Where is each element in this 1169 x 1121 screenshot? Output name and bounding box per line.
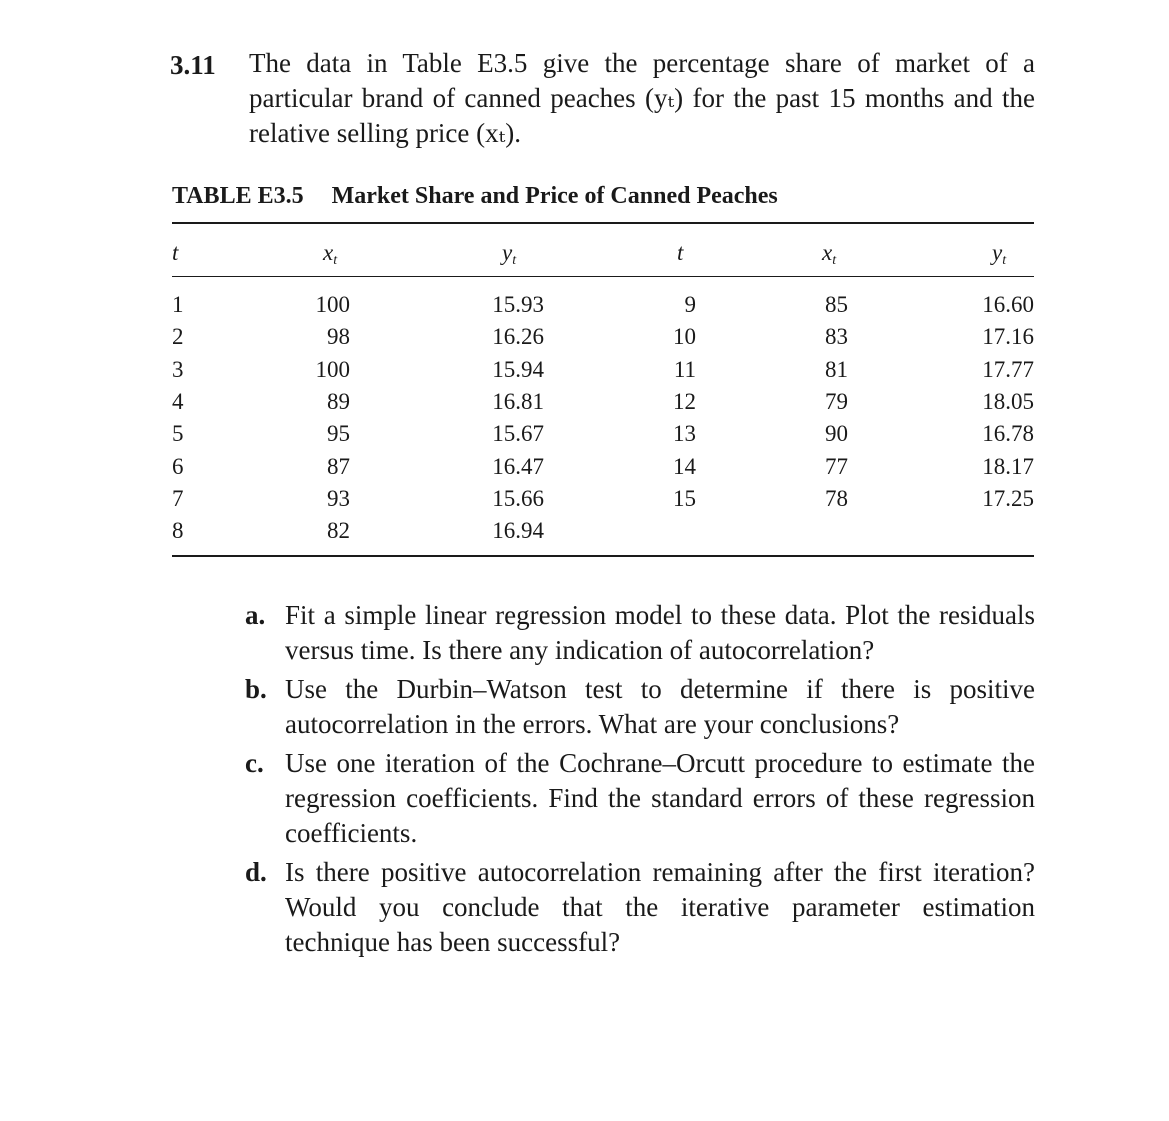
cell-t-right: 14 — [673, 453, 696, 479]
cell-x-right: 77 — [825, 453, 848, 479]
problem-number: 3.11 — [170, 50, 216, 80]
cell-y-right: 16.60 — [982, 292, 1034, 317]
cell-x-left: 87 — [327, 453, 350, 479]
cell-x-right: 83 — [825, 324, 848, 350]
question-label: b. — [245, 674, 267, 704]
cell-x-left: 100 — [315, 292, 350, 317]
header-y-left: $y_t$ — [502, 240, 517, 268]
cell-t-left: 8 — [172, 518, 184, 544]
cell-y-right: 16.78 — [982, 421, 1034, 447]
header-x-right: $x_t$ — [822, 240, 837, 268]
cell-t-left: 7 — [172, 485, 184, 511]
cell-t-left: 2 — [172, 324, 184, 350]
question-label: a. — [245, 600, 266, 630]
question-text: Use one iteration of the Cochrane–Orcutt procedure to estimate the regression coefficients. Find the standard errors of these regression coefficients. — [285, 748, 1035, 848]
cell-t-right: 9 — [684, 292, 696, 317]
question-d — [245, 855, 1035, 960]
cell-y-left: 16.47 — [492, 453, 544, 479]
header-t-left: t — [172, 240, 179, 265]
cell-x-right: 90 — [825, 421, 848, 447]
cell-x-left: 95 — [327, 421, 350, 447]
cell-t-right: 10 — [673, 324, 696, 350]
cell-y-right: 17.16 — [982, 324, 1034, 350]
question-b — [245, 672, 1035, 742]
table-bottom-rule — [172, 555, 1034, 557]
table-header-rule — [172, 276, 1034, 277]
question-text: Is there positive autocorrelation remaining after the first iteration? Would you conclude that the iterative parameter estimation technique has been successful? — [285, 857, 1035, 957]
cell-t-left: 1 — [172, 292, 184, 317]
header-x-left: $x_t$ — [323, 240, 338, 268]
cell-t-right: 15 — [673, 485, 696, 511]
cell-t-right: 13 — [673, 421, 696, 447]
cell-x-right: 81 — [825, 356, 848, 382]
question-list — [245, 598, 1035, 964]
cell-y-right: 18.05 — [982, 388, 1034, 414]
cell-t-left: 4 — [172, 388, 184, 414]
table-caption — [172, 183, 778, 210]
question-a — [245, 598, 1035, 668]
table-title: Market Share and Price of Canned Peaches — [331, 183, 778, 209]
table-top-rule — [172, 222, 1034, 224]
cell-t-right: 12 — [673, 388, 696, 414]
cell-y-left: 16.26 — [492, 324, 544, 350]
cell-y-left: 15.66 — [492, 485, 544, 511]
cell-t-left: 5 — [172, 421, 184, 447]
cell-y-right: 17.77 — [982, 356, 1034, 382]
table-label: TABLE E3.5 — [172, 183, 304, 209]
header-t-right: t — [677, 240, 684, 265]
cell-y-left: 15.67 — [492, 421, 544, 447]
problem-text: The data in Table E3.5 give the percentage share of market of a particular brand of canned peaches (yₜ) for the past 15 months and the relative selling price (xₜ). — [249, 48, 1035, 148]
header-y-right: $y_t$ — [992, 240, 1007, 268]
cell-y-left: 16.81 — [492, 388, 544, 414]
cell-x-right: 78 — [825, 485, 848, 511]
question-label: d. — [245, 857, 267, 887]
question-label: c. — [245, 748, 264, 778]
cell-t-right: 11 — [673, 356, 696, 382]
question-c — [245, 746, 1035, 851]
cell-t-left: 3 — [172, 356, 184, 382]
cell-t-left: 6 — [172, 453, 184, 479]
cell-x-left: 98 — [327, 324, 350, 350]
cell-x-right: 85 — [825, 292, 848, 317]
cell-y-right: 17.25 — [982, 485, 1034, 511]
question-text: Use the Durbin–Watson test to determine if there is positive autocorrelation in the errors. What are your conclusions? — [285, 674, 1035, 739]
cell-x-left: 82 — [327, 518, 350, 544]
cell-x-left: 100 — [315, 356, 350, 382]
cell-y-right: 18.17 — [982, 453, 1034, 479]
cell-y-left: 15.94 — [492, 356, 544, 382]
cell-x-left: 89 — [327, 388, 350, 414]
cell-x-right: 79 — [825, 388, 848, 414]
cell-y-left: 16.94 — [492, 518, 544, 544]
cell-x-left: 93 — [327, 485, 350, 511]
question-text: Fit a simple linear regression model to these data. Plot the residuals versus time. Is there any indication of autocorrelation? — [285, 600, 1035, 665]
cell-y-left: 15.93 — [492, 292, 544, 317]
